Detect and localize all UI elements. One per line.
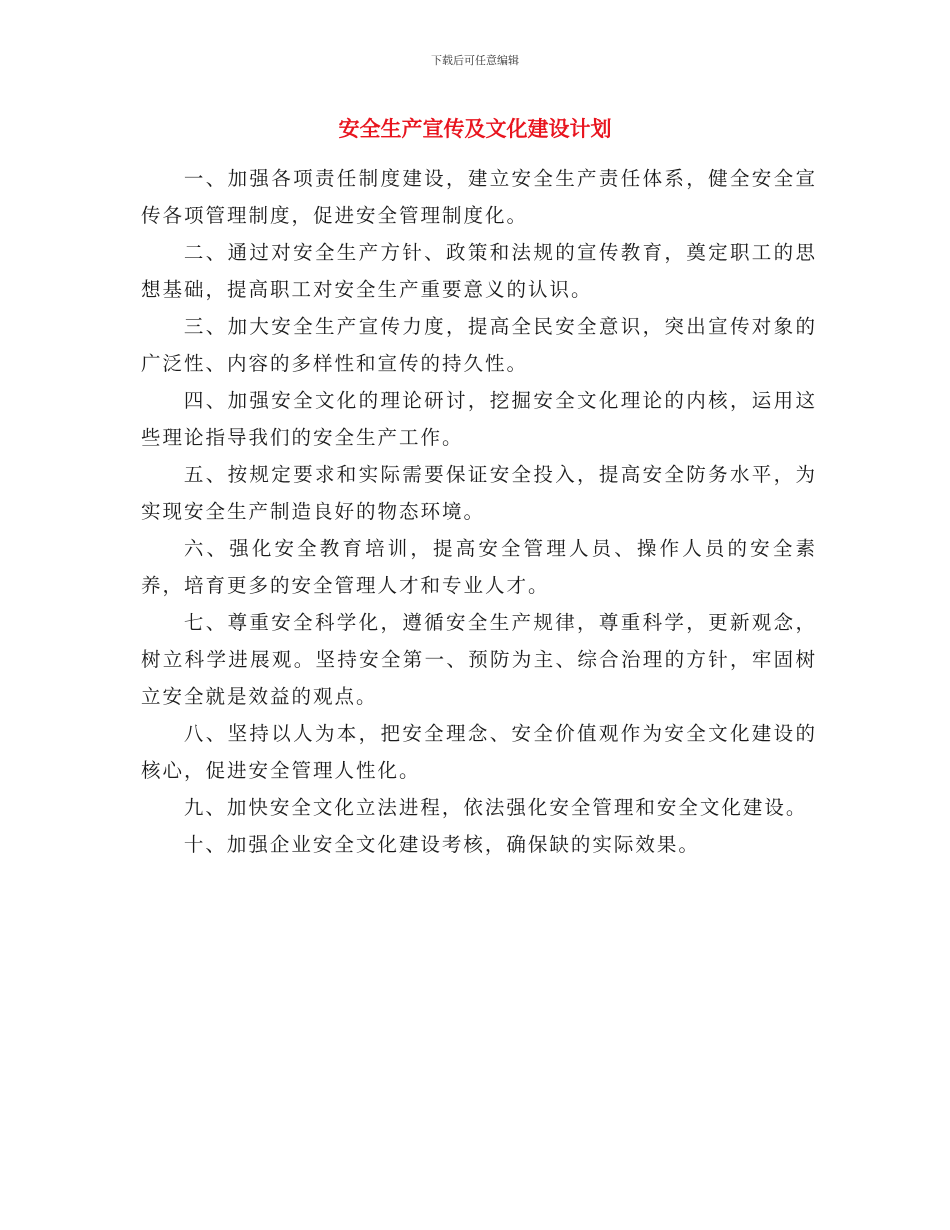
paragraph-4: 四、加强安全文化的理论研讨，挖掘安全文化理论的内核，运用这些理论指导我们的安全生产工作。: [141, 389, 817, 449]
page-header-note: 下载后可任意编辑: [431, 54, 519, 67]
paragraph-2: 二、通过对安全生产方针、政策和法规的宣传教育，奠定职工的思想基础，提高职工对安全生产重要意义的认识。: [141, 241, 817, 301]
document-title: 安全生产宣传及文化建设计划: [338, 116, 612, 141]
paragraph-6: 六、强化安全教育培训，提高安全管理人员、操作人员的安全素养，培育更多的安全管理人才和专业人才。: [141, 537, 817, 597]
paragraph-5: 五、按规定要求和实际需要保证安全投入，提高安全防务水平，为实现安全生产制造良好的物态环境。: [141, 463, 817, 523]
paragraph-7: 七、尊重安全科学化，遵循安全生产规律，尊重科学，更新观念，树立科学进展观。坚持安全第一、预防为主、综合治理的方针，牢固树立安全就是效益的观点。: [141, 611, 817, 708]
paragraph-3: 三、加大安全生产宣传力度，提高全民安全意识，突出宣传对象的广泛性、内容的多样性和宣传的持久性。: [141, 315, 817, 375]
document-body: [141, 160, 817, 863]
paragraph-10: 十、加强企业安全文化建设考核，确保缺的实际效果。: [183, 833, 700, 856]
paragraph-9: 九、加快安全文化立法进程，依法强化安全管理和安全文化建设。: [183, 796, 808, 819]
paragraph-8: 八、坚持以人为本，把安全理念、安全价值观作为安全文化建设的核心，促进安全管理人性化。: [141, 722, 817, 782]
paragraph-1: 一、加强各项责任制度建设，建立安全生产责任体系，健全安全宣传各项管理制度，促进安全管理制度化。: [141, 167, 817, 227]
